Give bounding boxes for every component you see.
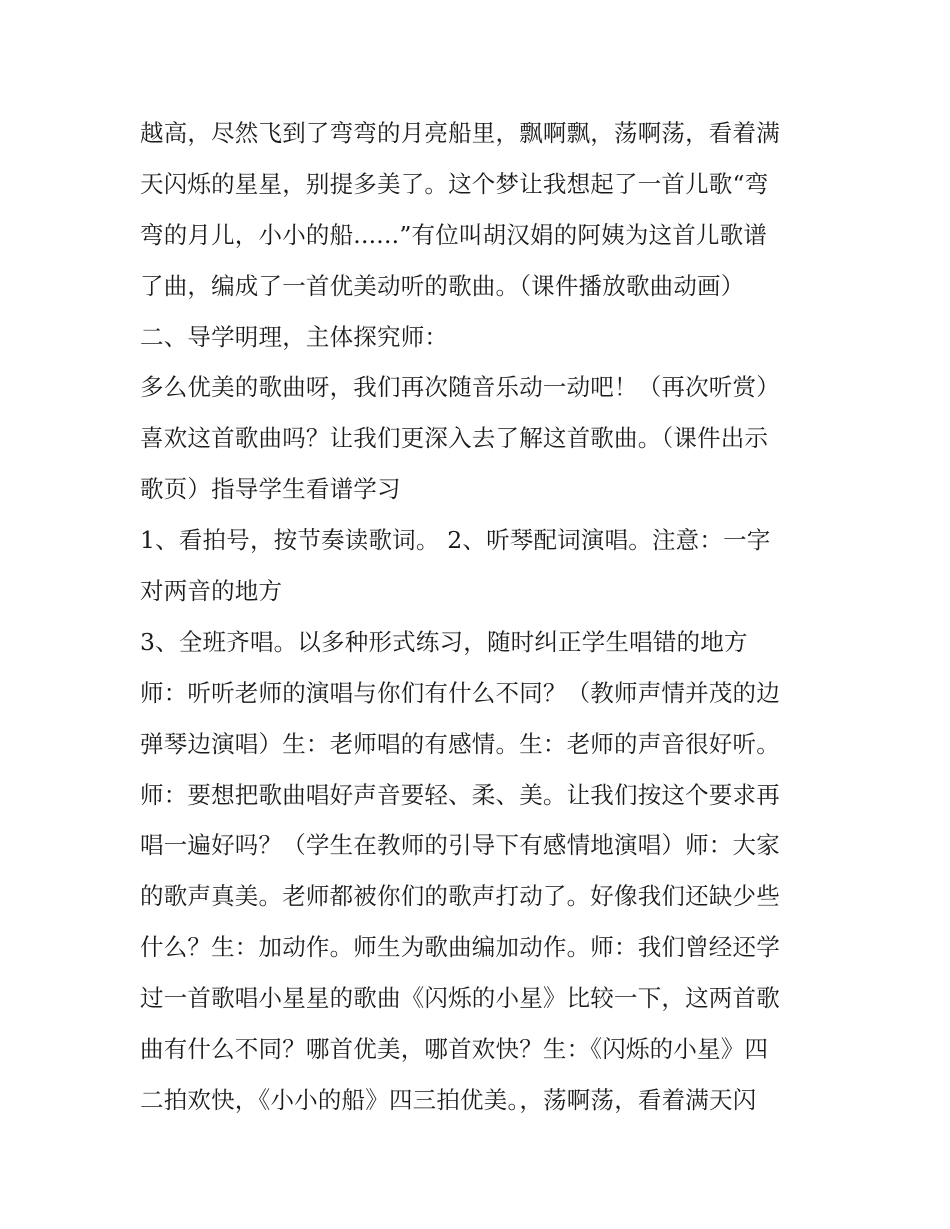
text-line: 师：要想把歌曲唱好声音要轻、柔、美。让我们按这个要求再 [140, 780, 780, 809]
section-heading: 二、导学明理，主体探究师： [140, 322, 449, 351]
text-line: 1、看拍号，按节奏读歌词。 2、听琴配词演唱。注意：一字 [140, 526, 771, 555]
text-line: 对两音的地方 [140, 577, 283, 606]
text-line: 唱一遍好吗？（学生在教师的引导下有感情地演唱）师：大家 [140, 831, 780, 860]
text-line: 的歌声真美。老师都被你们的歌声打动了。好像我们还缺少些 [140, 882, 780, 911]
text-line: 多么优美的歌曲呀，我们再次随音乐动一动吧！（再次听赏） [140, 373, 780, 402]
body-text [140, 108, 820, 1126]
text-line: 天闪烁的星星，别提多美了。这个梦让我想起了一首儿歌“弯 [140, 169, 769, 198]
text-line: 曲有什么不同？哪首优美，哪首欢快？生：《闪烁的小星》四 [140, 1035, 769, 1064]
text-line: 了曲，编成了一首优美动听的歌曲。（课件播放歌曲动画） [140, 271, 745, 300]
text-line: 什么？生：加动作。师生为歌曲编加动作。师：我们曾经还学 [140, 933, 780, 962]
text-line: 3、全班齐唱。以多种形式练习，随时纠正学生唱错的地方 [140, 627, 748, 656]
text-line: 弯的月儿，小小的船......”有位叫胡汉娟的阿姨为这首儿歌谱 [140, 220, 768, 249]
text-line: 弹琴边演唱）生：老师唱的有感情。生：老师的声音很好听。 [140, 729, 780, 758]
text-line: 歌页）指导学生看谱学习 [140, 475, 401, 504]
text-line: 二拍欢快，《小小的船》四三拍优美。，荡啊荡，看着满天闪 [140, 1085, 757, 1114]
text-line: 师：听听老师的演唱与你们有什么不同？（教师声情并茂的边 [140, 678, 780, 707]
text-line: 过一首歌唱小星星的歌曲《闪烁的小星》比较一下，这两首歌 [140, 984, 780, 1013]
text-line: 喜欢这首歌曲吗？让我们更深入去了解这首歌曲。（课件出示 [140, 424, 769, 453]
text-line: 越高，尽然飞到了弯弯的月亮船里，飘啊飘，荡啊荡，看着满 [140, 119, 780, 147]
